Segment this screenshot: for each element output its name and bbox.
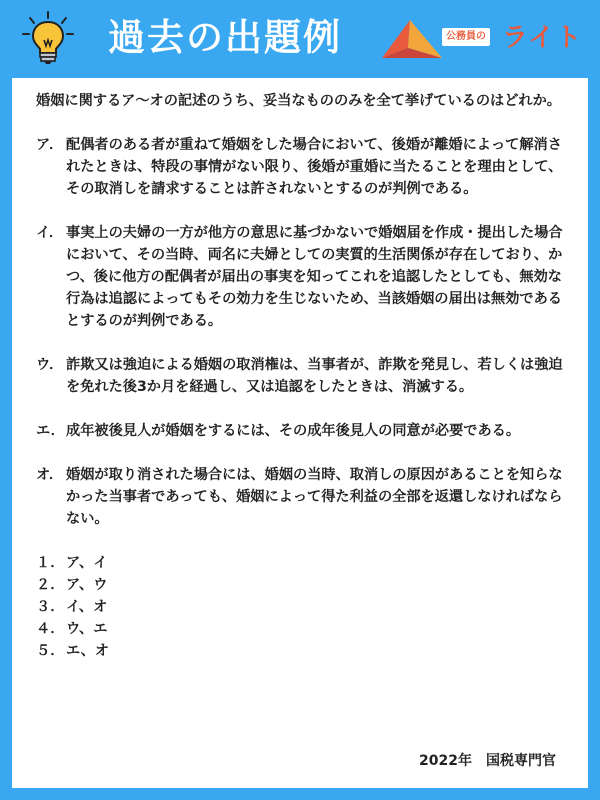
option-e xyxy=(36,420,570,442)
option-text: 配偶者のある者が重ねて婚姻をした場合において、後婚が離婚によって解消されたときは、特段の事情がない限り、後婚が重婚に当たることを理由として、その取消しを請求することは許されないとするのが判例である。 xyxy=(66,137,563,197)
logo-main-text: ライト xyxy=(502,23,583,53)
option-o xyxy=(36,464,570,530)
choice-text: イ、オ xyxy=(66,599,108,615)
option-i xyxy=(36,222,570,332)
option-text: 詐欺又は強迫による婚姻の取消権は、当事者が、詐欺を発見し、若しくは強迫を免れた後3か月を経過し、又は追認をしたときは、消滅する。 xyxy=(66,357,563,395)
logo-triangle-icon xyxy=(380,18,444,62)
choice-text: エ、オ xyxy=(66,643,109,659)
option-text: 婚姻が取り消された場合には、婚姻の当時、取消しの原因があることを知らなかった当事者であっても、婚姻によって得た利益の全部を返還しなければならない。 xyxy=(66,467,563,527)
page-title: 過去の出題例 xyxy=(108,16,342,59)
choice-number: ３． xyxy=(36,599,65,615)
option-label: ア． xyxy=(36,137,64,153)
option-label: イ． xyxy=(36,225,64,241)
choice-number: ４． xyxy=(36,621,65,637)
question-text: 婚姻に関するア〜オの記述のうち、妥当なもののみを全て挙げているのはどれか。 xyxy=(36,93,561,109)
option-text: 事実上の夫婦の一方が他方の意思に基づかないで婚姻届を作成・提出した場合において、その当時、両名に夫婦としての実質的生活関係が存在しており、かつ、後に他方の配偶者が届出の事実を知ってこれを追認したとしても、無効な行為は追認によってもその効力を生じないため、当該婚姻の届出は無効であるとするのが判例である。 xyxy=(66,225,563,329)
question-content xyxy=(36,90,570,662)
option-label: ウ． xyxy=(36,357,64,373)
answer-choice-4 xyxy=(36,618,570,640)
lightbulb-icon xyxy=(20,10,76,66)
logo-small-text: 公務員の xyxy=(442,28,490,46)
choice-text: ウ、エ xyxy=(66,621,108,637)
option-label: オ． xyxy=(36,467,64,483)
exam-source: 2022年 国税専門官 xyxy=(419,753,556,769)
choice-number: ２． xyxy=(36,577,65,593)
answer-choice-1 xyxy=(36,552,570,574)
option-a xyxy=(36,134,570,200)
choice-text: ア、ウ xyxy=(66,577,108,593)
option-text: 成年被後見人が婚姻をするには、その成年後見人の同意が必要である。 xyxy=(66,423,521,439)
brand-logo xyxy=(380,18,583,62)
choice-text: ア、イ xyxy=(66,555,108,571)
answer-choices xyxy=(36,552,570,662)
option-u xyxy=(36,354,570,398)
answer-choice-2 xyxy=(36,574,570,596)
choice-number: １． xyxy=(36,555,65,571)
option-label: エ． xyxy=(36,423,65,439)
question-card xyxy=(12,78,588,788)
header-bar xyxy=(0,0,600,76)
choice-number: ５． xyxy=(36,643,65,659)
answer-choice-3 xyxy=(36,596,570,618)
answer-choice-5 xyxy=(36,640,570,662)
